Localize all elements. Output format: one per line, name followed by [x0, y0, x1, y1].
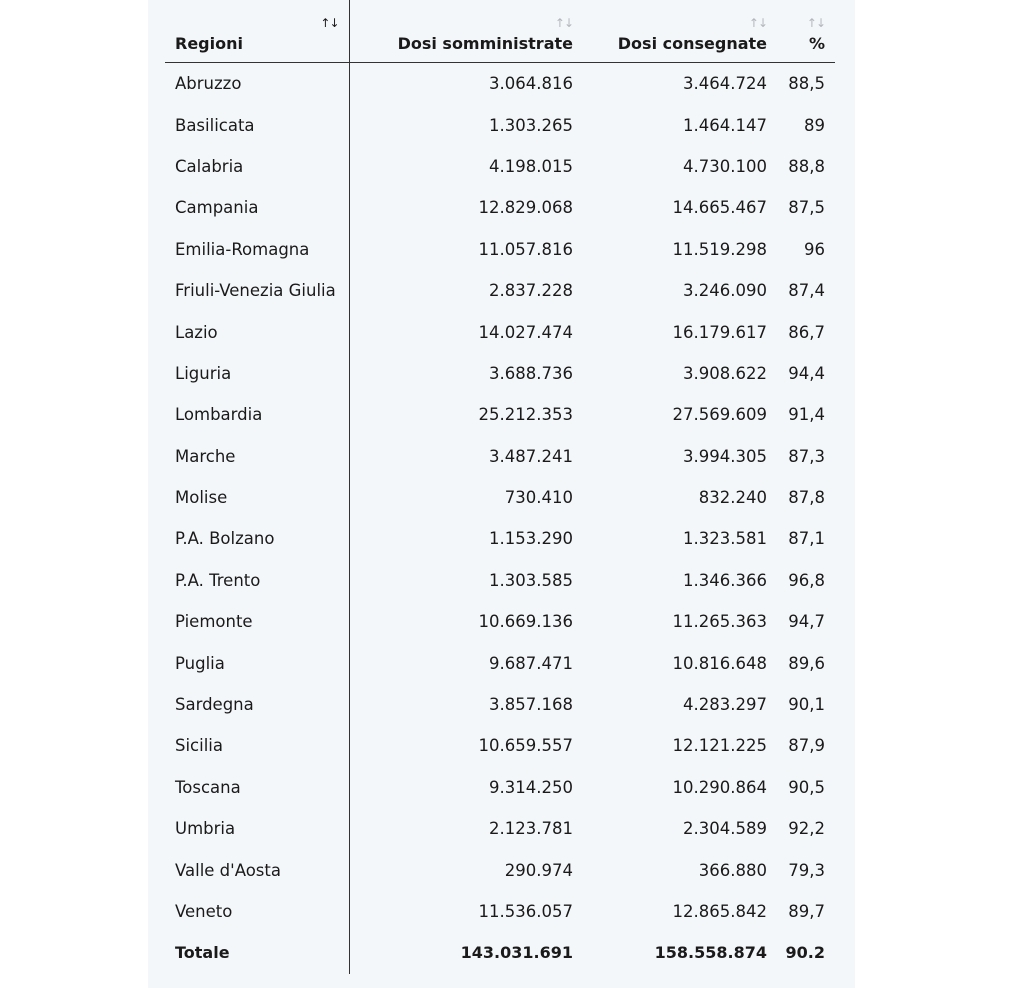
cell-regione: Umbria [165, 808, 349, 849]
cell-dosi-somministrate: 14.027.474 [478, 322, 573, 342]
cell-dosi-consegnate: 12.121.225 [672, 736, 767, 756]
cell-regione: Molise [165, 477, 349, 518]
cell-dosi-somministrate: 11.057.816 [478, 239, 573, 259]
cell-dosi-somministrate: 3.688.736 [489, 363, 573, 383]
cell-dosi-consegnate: 11.519.298 [672, 239, 767, 259]
column-header-label: % [808, 34, 825, 53]
cell-percent: 94,4 [788, 363, 825, 383]
cell-regione: Abruzzo [165, 63, 349, 105]
cell-dosi-somministrate: 10.659.557 [478, 736, 573, 756]
table-row [165, 601, 835, 642]
cell-dosi-somministrate: 9.314.250 [489, 777, 573, 797]
cell-dosi-consegnate: 3.246.090 [683, 281, 767, 301]
table-panel [148, 0, 855, 988]
cell-percent: 90,5 [788, 777, 825, 797]
cell-regione: Toscana [165, 767, 349, 808]
cell-percent: 89,6 [788, 653, 825, 673]
cell-percent: 89 [804, 115, 825, 135]
table-row [165, 146, 835, 187]
table-row [165, 104, 835, 145]
cell-dosi-somministrate: 10.669.136 [478, 612, 573, 632]
cell-regione: Piemonte [165, 601, 349, 642]
cell-regione: Puglia [165, 642, 349, 683]
cell-dosi-somministrate: 11.536.057 [478, 902, 573, 921]
cell-percent: 89,7 [788, 902, 825, 921]
table-row [165, 229, 835, 270]
cell-regione: Friuli-Venezia Giulia [165, 270, 349, 311]
total-dosi-consegnate: 158.558.874 [654, 943, 767, 963]
cell-dosi-consegnate: 3.464.724 [683, 74, 767, 94]
cell-percent: 87,5 [788, 198, 825, 218]
cell-dosi-consegnate: 3.908.622 [683, 363, 767, 383]
cell-dosi-somministrate: 1.303.585 [489, 570, 573, 590]
cell-regione: P.A. Trento [165, 560, 349, 601]
total-dosi-somministrate: 143.031.691 [460, 943, 573, 963]
cell-regione: Sardegna [165, 684, 349, 725]
table-row [165, 353, 835, 394]
cell-regione: Veneto [165, 891, 349, 932]
total-percent: 90.2 [785, 943, 825, 963]
cell-percent: 92,2 [788, 819, 825, 839]
table-row [165, 767, 835, 808]
column-header-percent[interactable] [777, 0, 835, 63]
header-row [165, 0, 835, 63]
column-header-consegnate[interactable] [583, 0, 777, 63]
table-row [165, 270, 835, 311]
cell-dosi-consegnate: 4.283.297 [683, 695, 767, 715]
cell-dosi-consegnate: 1.323.581 [683, 529, 767, 549]
cell-dosi-consegnate: 10.816.648 [672, 653, 767, 673]
cell-regione: Sicilia [165, 725, 349, 766]
table-row [165, 725, 835, 766]
cell-percent: 88,8 [788, 156, 825, 176]
cell-dosi-somministrate: 1.303.265 [489, 115, 573, 135]
cell-regione: P.A. Bolzano [165, 518, 349, 559]
cell-dosi-somministrate: 12.829.068 [478, 198, 573, 218]
vaccine-doses-table [165, 0, 835, 974]
cell-percent: 87,4 [788, 281, 825, 301]
cell-percent: 96,8 [788, 570, 825, 590]
sort-arrows-icon[interactable]: ↑↓ [748, 16, 767, 30]
table-row [165, 436, 835, 477]
cell-dosi-consegnate: 1.346.366 [683, 570, 767, 590]
cell-dosi-somministrate: 290.974 [504, 860, 573, 880]
cell-regione: Marche [165, 436, 349, 477]
table-row [165, 891, 835, 932]
table-row [165, 187, 835, 228]
column-header-label: Dosi consegnate [617, 34, 767, 53]
cell-dosi-somministrate: 3.064.816 [489, 74, 573, 94]
cell-percent: 87,8 [788, 488, 825, 508]
cell-dosi-somministrate: 25.212.353 [478, 405, 573, 425]
cell-percent: 90,1 [788, 695, 825, 715]
cell-percent: 86,7 [788, 322, 825, 342]
cell-percent: 87,9 [788, 736, 825, 756]
cell-dosi-consegnate: 3.994.305 [683, 446, 767, 466]
cell-dosi-consegnate: 11.265.363 [672, 612, 767, 632]
cell-dosi-consegnate: 4.730.100 [683, 156, 767, 176]
cell-dosi-somministrate: 3.487.241 [489, 446, 573, 466]
cell-regione: Campania [165, 187, 349, 228]
table-row [165, 311, 835, 352]
cell-dosi-somministrate: 730.410 [504, 488, 573, 508]
table-row [165, 642, 835, 683]
cell-regione: Basilicata [165, 104, 349, 145]
cell-dosi-consegnate: 366.880 [698, 860, 767, 880]
cell-dosi-consegnate: 2.304.589 [683, 819, 767, 839]
column-header-regioni[interactable] [165, 0, 349, 63]
table-header [165, 0, 835, 63]
cell-percent: 94,7 [788, 612, 825, 632]
column-header-label: Dosi somministrate [397, 34, 573, 53]
sort-arrows-icon[interactable]: ↑↓ [320, 16, 339, 30]
cell-percent: 87,3 [788, 446, 825, 466]
table-row [165, 560, 835, 601]
sort-arrows-icon[interactable]: ↑↓ [554, 16, 573, 30]
table-row [165, 477, 835, 518]
cell-regione: Liguria [165, 353, 349, 394]
cell-percent: 79,3 [788, 860, 825, 880]
cell-regione: Lombardia [165, 394, 349, 435]
table-row [165, 518, 835, 559]
cell-dosi-somministrate: 4.198.015 [489, 156, 573, 176]
cell-dosi-somministrate: 3.857.168 [489, 695, 573, 715]
total-row [165, 932, 835, 973]
cell-regione: Emilia-Romagna [165, 229, 349, 270]
table-row [165, 808, 835, 849]
sort-arrows-icon[interactable]: ↑↓ [806, 16, 825, 30]
cell-dosi-consegnate: 1.464.147 [683, 115, 767, 135]
cell-percent: 88,5 [788, 74, 825, 94]
cell-dosi-consegnate: 832.240 [698, 488, 767, 508]
column-header-somministrate[interactable] [349, 0, 583, 63]
cell-dosi-somministrate: 1.153.290 [489, 529, 573, 549]
cell-regione: Calabria [165, 146, 349, 187]
cell-dosi-somministrate: 2.123.781 [489, 819, 573, 839]
cell-regione: Valle d'Aosta [165, 849, 349, 890]
cell-dosi-consegnate: 16.179.617 [672, 322, 767, 342]
cell-dosi-somministrate: 2.837.228 [489, 281, 573, 301]
cell-percent: 96 [804, 239, 825, 259]
table-row [165, 849, 835, 890]
cell-dosi-consegnate: 12.865.842 [672, 902, 767, 921]
table-row [165, 684, 835, 725]
table-row [165, 63, 835, 105]
cell-regione: Lazio [165, 311, 349, 352]
cell-percent: 91,4 [788, 405, 825, 425]
cell-dosi-somministrate: 9.687.471 [489, 653, 573, 673]
cell-dosi-consegnate: 10.290.864 [672, 777, 767, 797]
cell-dosi-consegnate: 27.569.609 [672, 405, 767, 425]
cell-percent: 87,1 [788, 529, 825, 549]
table-row [165, 394, 835, 435]
total-label: Totale [165, 932, 349, 973]
column-header-label: Regioni [175, 34, 243, 53]
table-body [165, 63, 835, 974]
cell-dosi-consegnate: 14.665.467 [672, 198, 767, 218]
